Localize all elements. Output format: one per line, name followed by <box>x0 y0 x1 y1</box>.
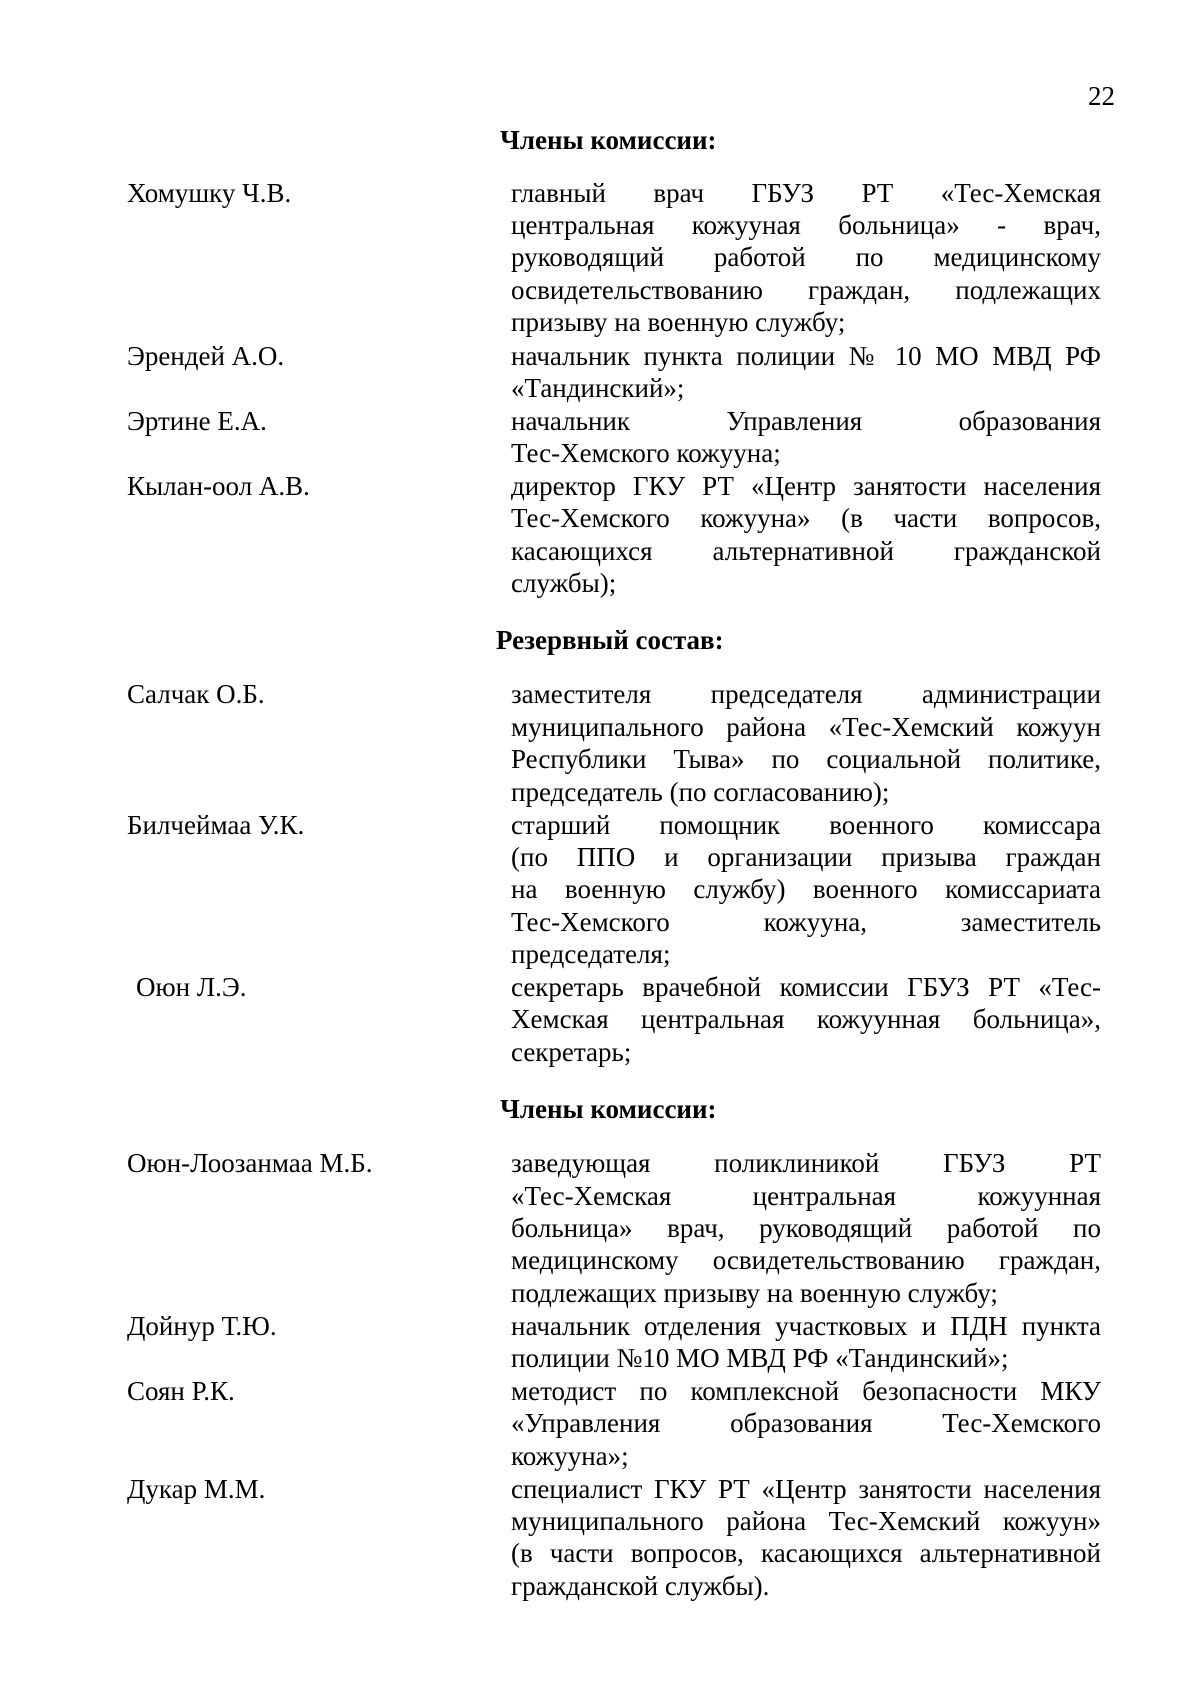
member-role-line: секретарь врачебной комиссии ГБУЗ РТ «Тес- <box>511 972 1101 1002</box>
member-name: Хомушку Ч.В. <box>127 178 292 208</box>
member-role-line: муниципального района «Тес-Хемский кожуун <box>511 712 1101 742</box>
member-role-line: председатель (по согласованию); <box>511 777 890 807</box>
member-name: Кылан-оол А.В. <box>127 471 310 501</box>
member-name: Дойнур Т.Ю. <box>127 1311 277 1341</box>
member-role-line: главный врач ГБУЗ РТ «Тес-Хемская <box>511 178 1101 208</box>
member-name: Эртине Е.А. <box>127 406 267 436</box>
member-role-line: Тес-Хемского кожууна; <box>511 438 781 468</box>
member-role-line: методист по комплексной безопасности МКУ <box>511 1376 1101 1406</box>
member-name: Оюн Л.Э. <box>136 972 247 1002</box>
member-name: Салчак О.Б. <box>127 679 265 709</box>
member-name: Дукар М.М. <box>127 1474 266 1504</box>
member-role-line: больница» врач, руководящий работой по <box>511 1213 1101 1243</box>
member-role-line: касающихся альтернативной гражданской <box>511 536 1101 566</box>
member-role-line: гражданской службы). <box>511 1571 770 1601</box>
member-name: Билчеймаа У.К. <box>127 810 305 840</box>
member-role-line: «Управления образования Тес-Хемского <box>511 1408 1101 1438</box>
member-name: Эрендей А.О. <box>127 341 285 371</box>
member-role-line: «Тандинский»; <box>511 373 685 403</box>
section-heading: Члены комиссии: <box>500 1094 717 1124</box>
member-role-line: муниципального района Тес-Хемский кожуун» <box>511 1506 1101 1536</box>
member-role-line: (в части вопросов, касающихся альтернативной <box>511 1538 1101 1568</box>
member-role-line: «Тес-Хемская центральная кожуунная <box>511 1181 1101 1211</box>
member-role-line: старший помощник военного комиссара <box>511 810 1101 840</box>
member-role-line: начальник пункта полиции № 10 МО МВД РФ <box>511 341 1101 371</box>
member-role-line: начальник отделения участковых и ПДН пункта <box>511 1311 1101 1341</box>
member-role-line: кожууна»; <box>511 1441 629 1471</box>
member-role-line: медицинскому освидетельствованию граждан, <box>511 1245 1101 1275</box>
member-role-line: призыву на военную службу; <box>511 307 846 337</box>
member-name: Соян Р.К. <box>127 1376 235 1406</box>
member-role-line: Тес-Хемского кожууна, заместитель <box>511 907 1101 937</box>
member-role-line: председателя; <box>511 939 671 969</box>
member-role-line: службы); <box>511 568 617 598</box>
member-role-line: Хемская центральная кожуунная больница», <box>511 1004 1101 1034</box>
member-role-line: заместителя председателя администрации <box>511 679 1101 709</box>
member-role-line: полиции №10 МО МВД РФ «Тандинский»; <box>511 1343 1009 1373</box>
member-role-line: директор ГКУ РТ «Центр занятости населения <box>511 471 1101 501</box>
member-role-line: секретарь; <box>511 1037 632 1067</box>
member-role-line: заведующая поликлиникой ГБУЗ РТ <box>511 1148 1101 1178</box>
member-role-line: подлежащих призыву на военную службу; <box>511 1278 998 1308</box>
member-role-line: на военную службу) военного комиссариата <box>511 874 1101 904</box>
member-role-line: руководящий работой по медицинскому <box>511 242 1101 272</box>
section-heading: Резервный состав: <box>496 625 724 655</box>
section-heading: Члены комиссии: <box>500 125 717 155</box>
member-role-line: Республики Тыва» по социальной политике, <box>511 744 1101 774</box>
member-role-line: освидетельствованию граждан, подлежащих <box>511 275 1101 305</box>
member-role-line: (по ППО и организации призыва граждан <box>511 842 1101 872</box>
page-number: 22 <box>1088 81 1115 111</box>
member-role-line: Тес-Хемского кожууна» (в части вопросов, <box>511 503 1101 533</box>
member-role-line: центральная кожууная больница» - врач, <box>511 210 1101 240</box>
member-role-line: специалист ГКУ РТ «Центр занятости населения <box>511 1474 1101 1504</box>
member-role-line: начальник Управления образования <box>511 406 1101 436</box>
member-name: Оюн-Лоозанмаа М.Б. <box>127 1148 373 1178</box>
